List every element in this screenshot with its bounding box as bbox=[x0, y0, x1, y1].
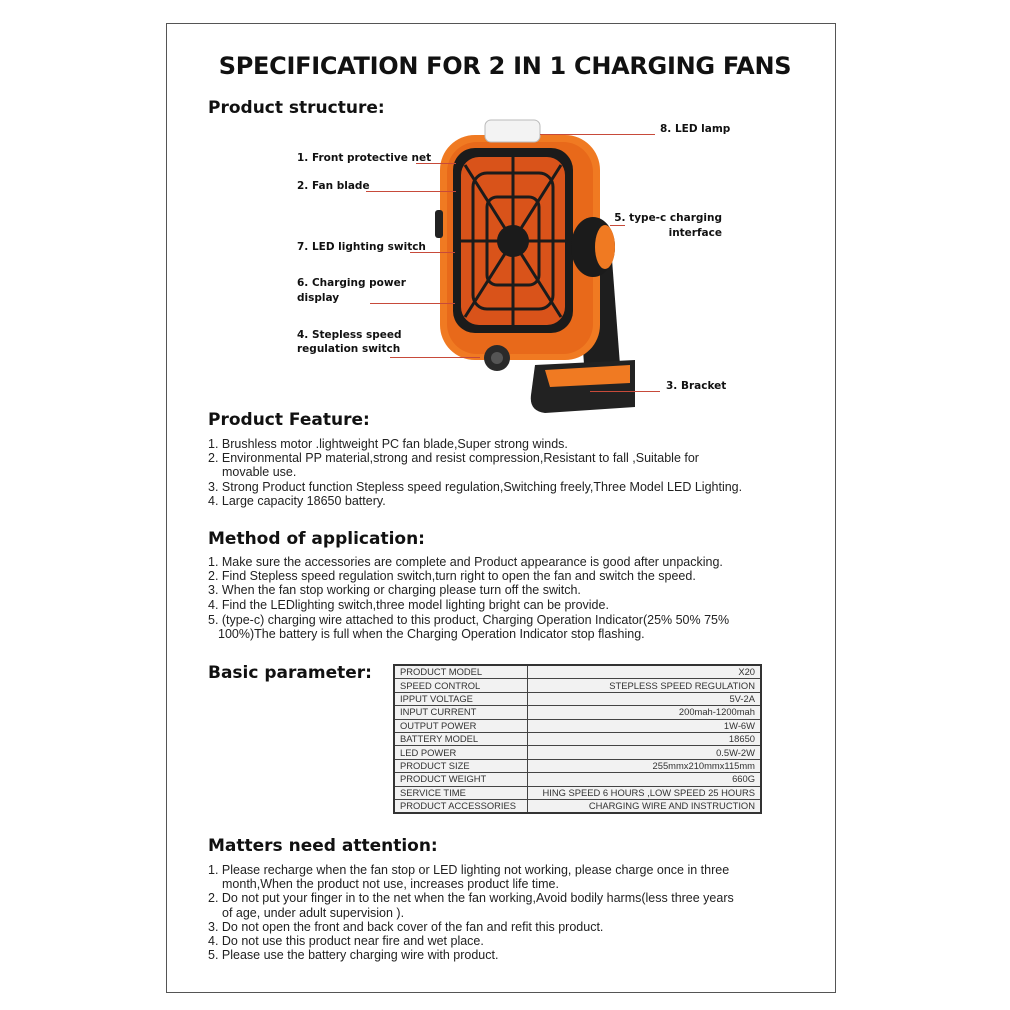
leader-line bbox=[540, 134, 655, 135]
param-key: PRODUCT MODEL bbox=[394, 665, 527, 679]
param-key: INPUT CURRENT bbox=[394, 706, 527, 719]
list-item: 3. Do not open the front and back cover of the fan and refit this product. bbox=[208, 919, 604, 934]
table-row bbox=[394, 732, 761, 745]
callout-bracket: 3. Bracket bbox=[666, 380, 727, 392]
list-item: of age, under adult supervision ). bbox=[222, 905, 405, 920]
page-title: SPECIFICATION FOR 2 IN 1 CHARGING FANS bbox=[218, 52, 792, 80]
fan-illustration bbox=[425, 115, 635, 415]
param-key: SERVICE TIME bbox=[394, 786, 527, 799]
table-row bbox=[394, 665, 761, 679]
param-value: CHARGING WIRE AND INSTRUCTION bbox=[527, 799, 761, 813]
param-key: PRODUCT WEIGHT bbox=[394, 773, 527, 786]
param-value: X20 bbox=[527, 665, 761, 679]
param-value: 660G bbox=[527, 773, 761, 786]
param-value: 255mmx210mmx115mm bbox=[527, 759, 761, 772]
list-item: 5. (type-c) charging wire attached to this product, Charging Operation Indicator(25% 50% 75% bbox=[208, 612, 730, 627]
leader-line bbox=[390, 357, 480, 358]
product-structure-heading: Product structure: bbox=[208, 98, 385, 118]
list-item: movable use. bbox=[222, 465, 297, 480]
table-row bbox=[394, 773, 761, 786]
attention-list bbox=[208, 863, 734, 962]
table-row bbox=[394, 692, 761, 705]
list-item: 100%)The battery is full when the Charging Operation Indicator stop flashing. bbox=[218, 627, 645, 642]
callout-charging-power: 6. Charging power bbox=[297, 277, 406, 289]
list-item: 4. Do not use this product near fire and wet place. bbox=[208, 934, 484, 949]
table-row bbox=[394, 759, 761, 772]
table-row bbox=[394, 799, 761, 813]
callout-stepless-speed: 4. Stepless speed bbox=[297, 329, 402, 341]
callout-type-c-charging: 5. type-c charging bbox=[614, 212, 722, 224]
method-heading: Method of application: bbox=[208, 529, 425, 549]
param-value: 200mah-1200mah bbox=[527, 706, 761, 719]
list-item: 2. Find Stepless speed regulation switch,turn right to open the fan and switch the speed. bbox=[208, 569, 696, 584]
table-row bbox=[394, 786, 761, 799]
param-key: PRODUCT ACCESSORIES bbox=[394, 799, 527, 813]
callout-charging-power-display: display bbox=[297, 292, 340, 304]
list-item: 1. Make sure the accessories are complete and Product appearance is good after unpacking. bbox=[208, 555, 723, 569]
param-value: 0.5W-2W bbox=[527, 746, 761, 759]
method-list bbox=[208, 555, 729, 641]
table-row bbox=[394, 719, 761, 732]
leader-line bbox=[590, 391, 660, 392]
list-item: 1. Please recharge when the fan stop or LED lighting not working, please charge once in three bbox=[208, 863, 730, 877]
list-item: 1. Brushless motor .lightweight PC fan blade,Super strong winds. bbox=[208, 437, 568, 451]
callout-type-c-interface: interface bbox=[668, 227, 722, 239]
list-item: 2. Do not put your finger in to the net when the fan working,Avoid bodily harms(less three years bbox=[208, 891, 734, 906]
parameter-table bbox=[393, 664, 762, 814]
param-value: 1W-6W bbox=[527, 719, 761, 732]
basic-parameter-heading: Basic parameter: bbox=[208, 663, 372, 683]
param-value: STEPLESS SPEED REGULATION bbox=[527, 679, 761, 692]
callout-led-lamp: 8. LED lamp bbox=[660, 123, 731, 135]
leader-line bbox=[370, 303, 455, 304]
list-item: 4. Find the LEDlighting switch,three model lighting bright can be provide. bbox=[208, 597, 609, 612]
list-item: 3. When the fan stop working or charging please turn off the switch. bbox=[208, 583, 581, 598]
list-item: 3. Strong Product function Stepless speed regulation,Switching freely,Three Model LED Lighting. bbox=[208, 479, 743, 494]
product-feature-heading: Product Feature: bbox=[208, 410, 370, 430]
callout-regulation-switch: regulation switch bbox=[297, 343, 401, 355]
param-value: HING SPEED 6 HOURS ,LOW SPEED 25 HOURS bbox=[527, 786, 761, 799]
param-key: OUTPUT POWER bbox=[394, 719, 527, 732]
callout-fan-blade: 2. Fan blade bbox=[297, 180, 370, 192]
table-row bbox=[394, 746, 761, 759]
list-item: 4. Large capacity 18650 battery. bbox=[208, 493, 386, 508]
table-row bbox=[394, 679, 761, 692]
callout-front-protective-net: 1. Front protective net bbox=[297, 152, 432, 164]
list-item: 5. Please use the battery charging wire with product. bbox=[208, 948, 499, 963]
callout-led-lighting-switch: 7. LED lighting switch bbox=[297, 241, 426, 253]
param-key: IPPUT VOLTAGE bbox=[394, 692, 527, 705]
table-row bbox=[394, 706, 761, 719]
feature-list bbox=[208, 437, 742, 508]
param-key: SPEED CONTROL bbox=[394, 679, 527, 692]
param-key: LED POWER bbox=[394, 746, 527, 759]
attention-heading: Matters need attention: bbox=[208, 836, 438, 856]
list-item: month,When the product not use, increases product life time. bbox=[222, 877, 559, 892]
leader-line bbox=[610, 225, 625, 226]
param-key: BATTERY MODEL bbox=[394, 732, 527, 745]
leader-line bbox=[366, 191, 456, 192]
list-item: 2. Environmental PP material,strong and resist compression,Resistant to fall ,Suitable for bbox=[208, 451, 699, 466]
param-value: 5V-2A bbox=[527, 692, 761, 705]
param-key: PRODUCT SIZE bbox=[394, 759, 527, 772]
param-value: 18650 bbox=[527, 732, 761, 745]
